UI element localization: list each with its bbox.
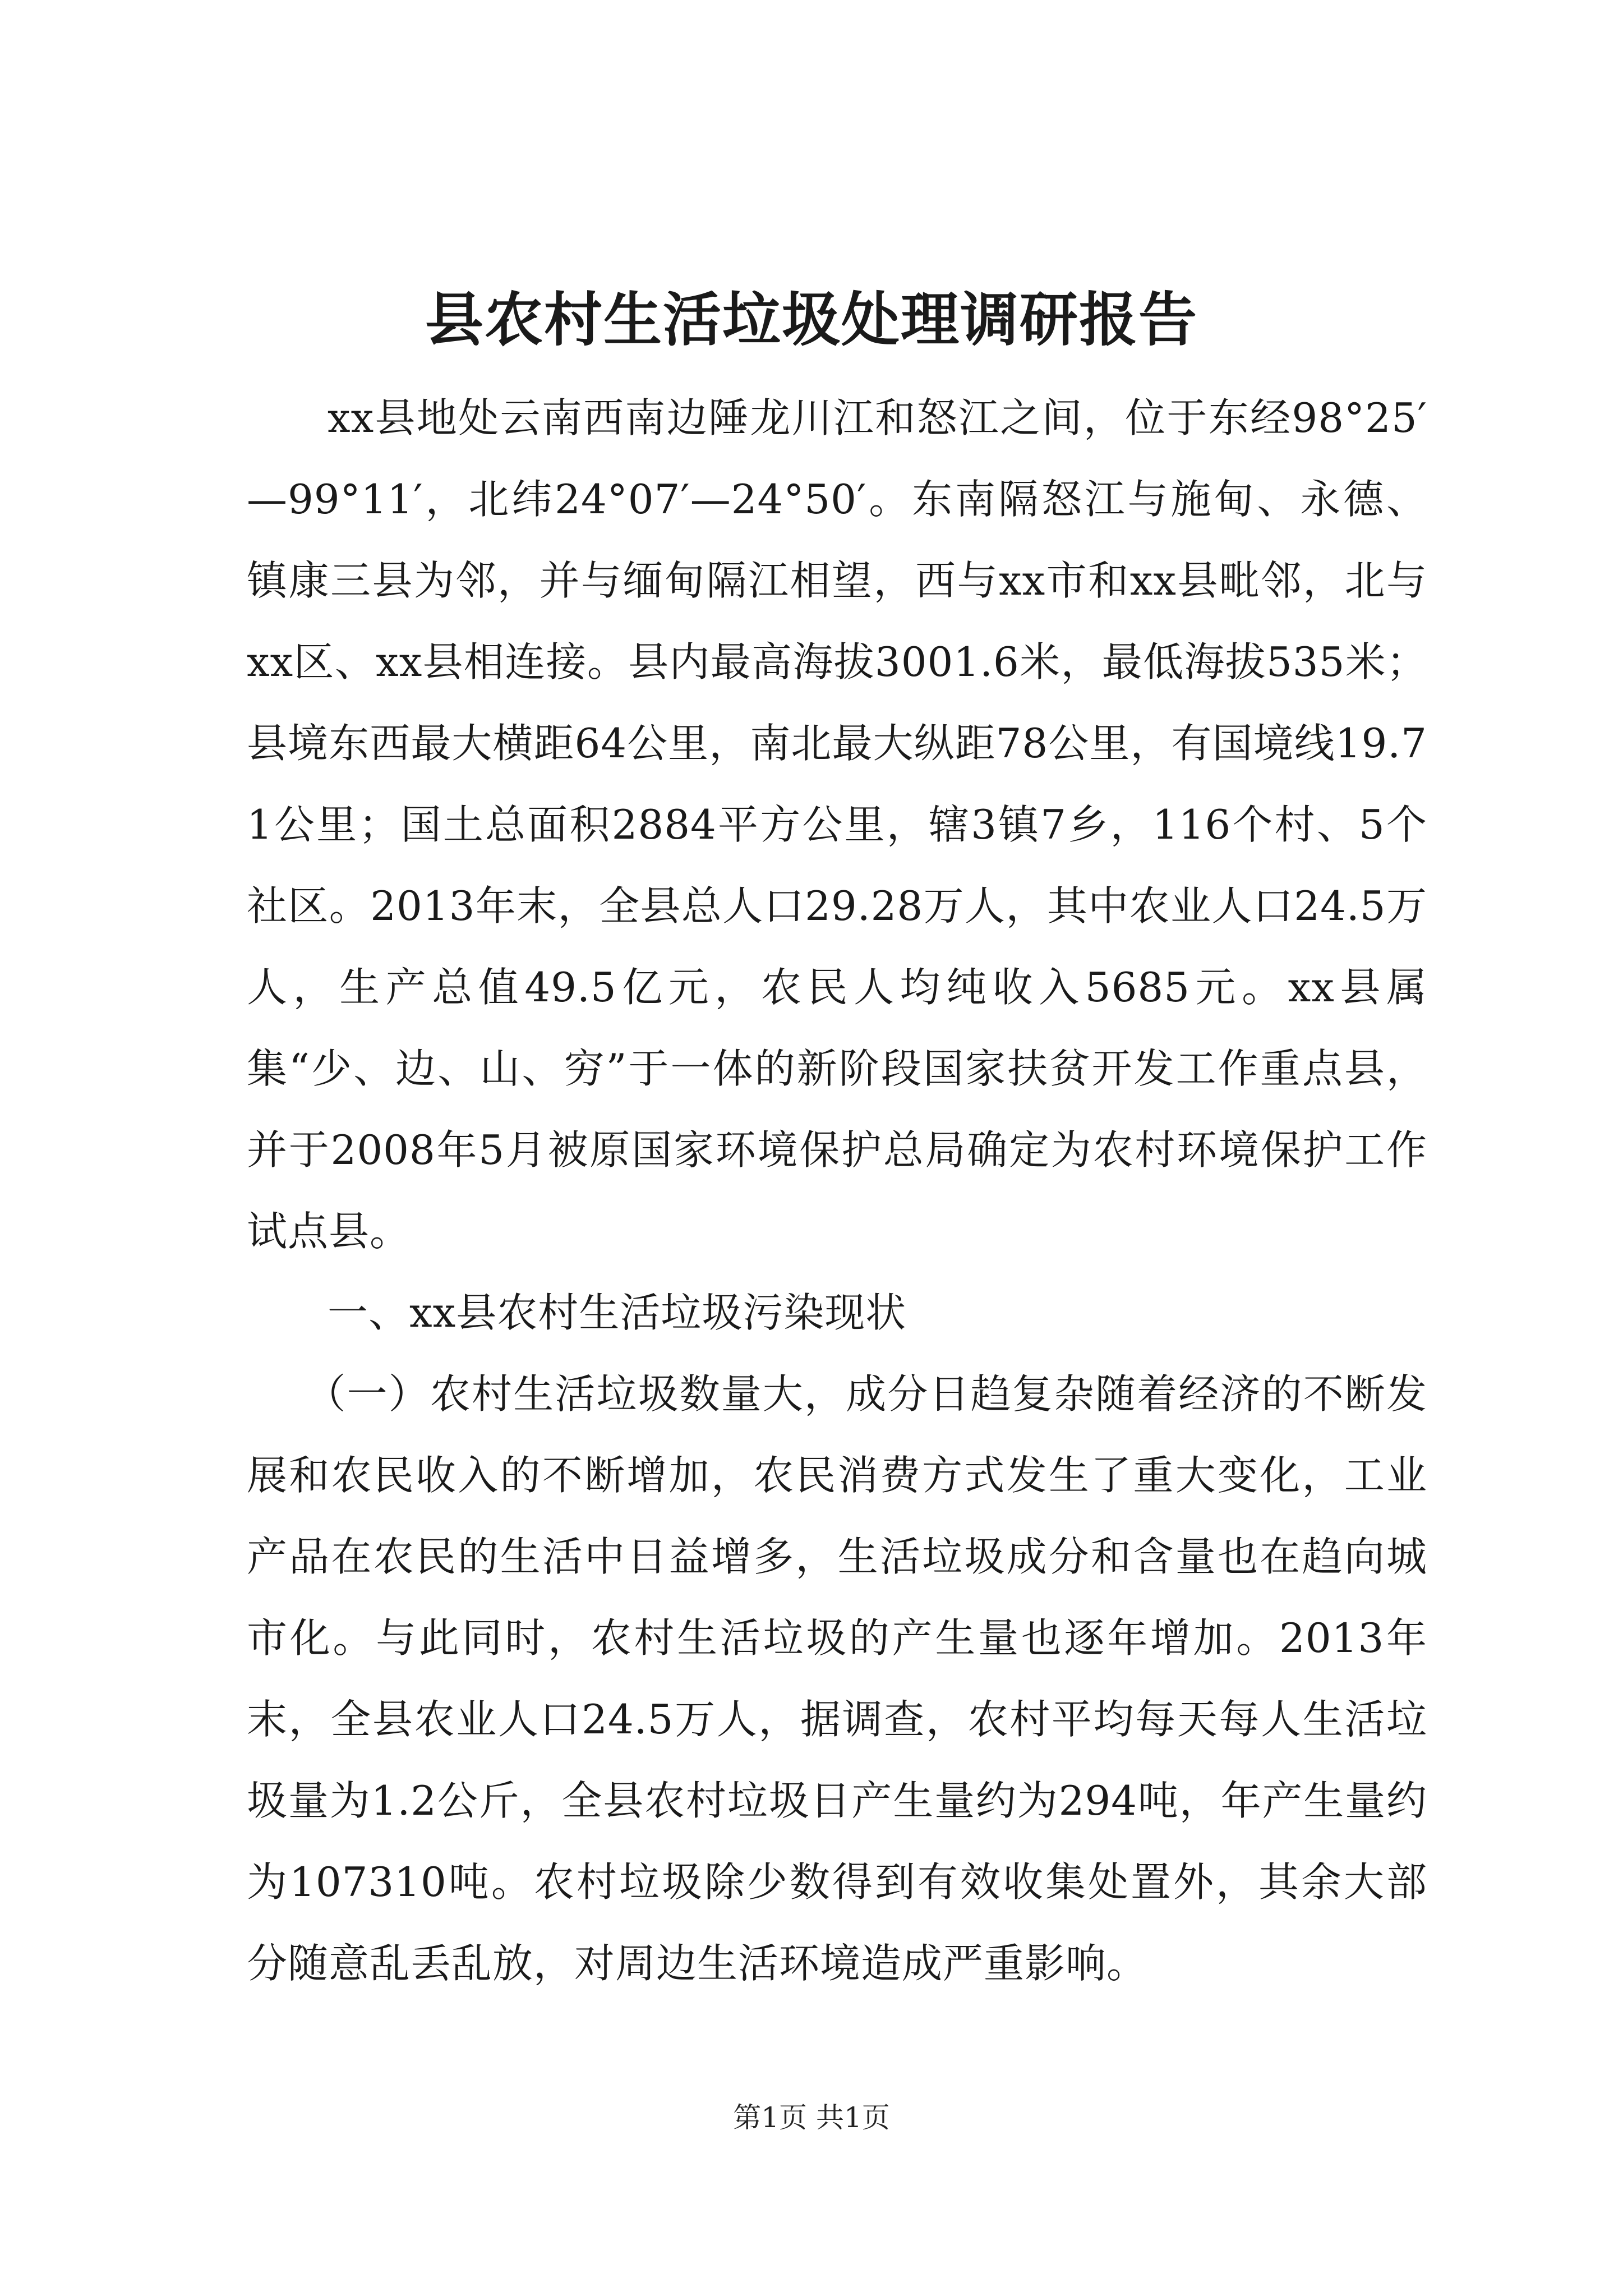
subsection-paragraph: （一）农村生活垃圾数量大，成分日趋复杂随着经济的不断发展和农民收入的不断增加，农民消费方式发生了重大变化，工业产品在农民的生活中日益增多，生活垃圾成分和含量也在趋向城市化。与此同时，农村生活垃圾的产生量也逐年增加。2013年末，全县农业人口24.5万人，据调查，农村平均每天每人生活垃圾量为1.2公斤，全县农村垃圾日产生量约为294吨，年产生量约为107310吨。农村垃圾除少数得到有效收集处置外，其余大部分随意乱丢乱放，对周边生活环境造成严重影响。 xyxy=(247,1370,1427,1987)
document-body xyxy=(247,378,1427,2004)
intro-paragraph: xx县地处云南西南边陲龙川江和怒江之间，位于东经98°25′—99°11′，北纬24°07′—24°50′。东南隔怒江与施甸、永德、镇康三县为邻，并与缅甸隔江相望，西与xx市和xx县毗邻，北与xx区、xx县相连接。县内最高海拔3001.6米，最低海拔535米；县境东西最大横距64公里，南北最大纵距78公里，有国境线19.71公里；国土总面积2884平方公里，辖3镇7乡，116个村、5个社区。2013年末，全县总人口29.28万人，其中农业人口24.5万人，生产总值49.5亿元，农民人均纯收入5685元。xx县属集“少、边、山、穷”于一体的新阶段国家扶贫开发工作重点县，并于2008年5月被原国家环境保护总局确定为农村环境保护工作试点县。 xyxy=(247,394,1427,1255)
page-footer: 第1页 共1页 xyxy=(733,2101,890,2134)
section-heading: 一、xx县农村生活垃圾污染现状 xyxy=(328,1289,907,1336)
document-title: 县农村生活垃圾处理调研报告 xyxy=(425,285,1198,354)
